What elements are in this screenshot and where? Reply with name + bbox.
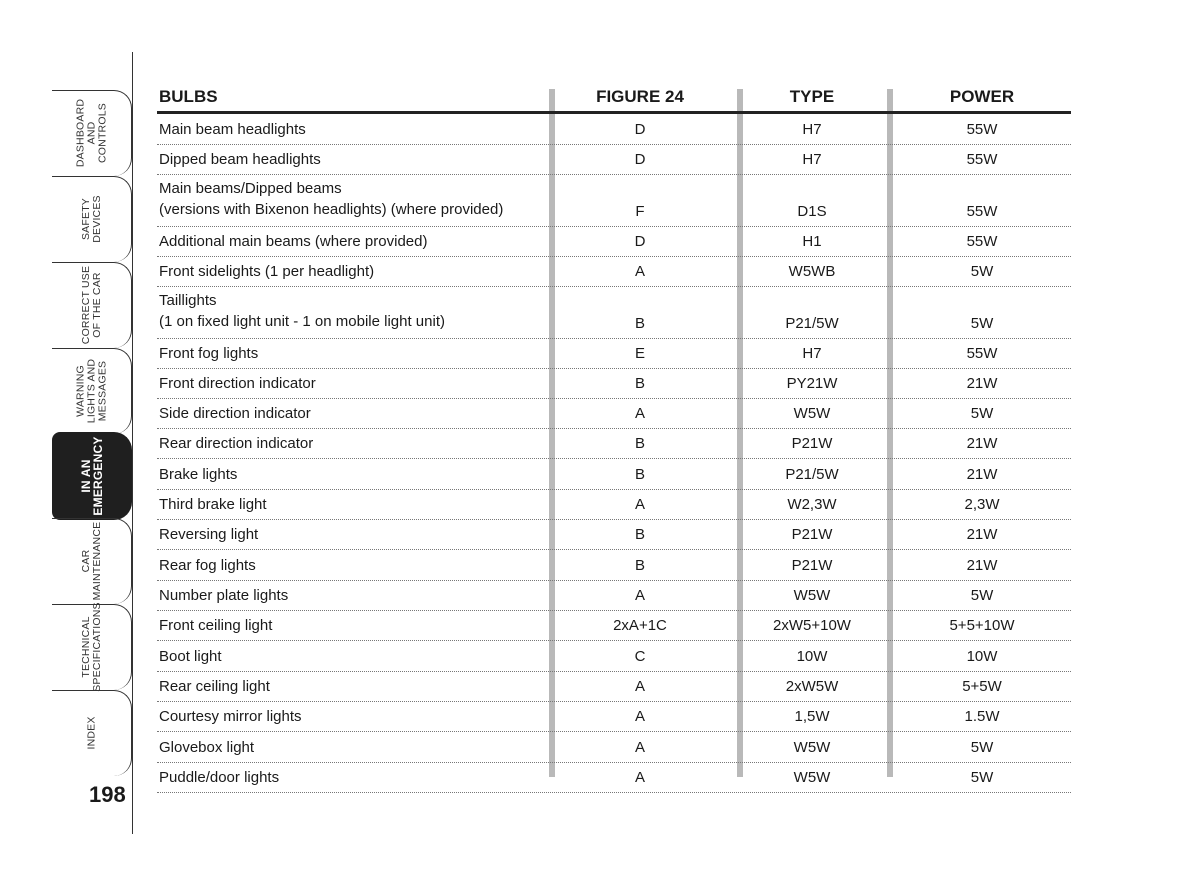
header-type: TYPE xyxy=(789,87,835,106)
page-number: 198 xyxy=(89,782,126,807)
figure-ref: E xyxy=(634,345,645,362)
bulb-name: Main beam headlights xyxy=(159,121,306,138)
bulb-name: Front sidelights (1 per headlight) xyxy=(159,263,375,280)
figure-ref: A xyxy=(634,405,645,422)
tab-safety-devices[interactable] xyxy=(52,176,132,262)
figure-ref: D xyxy=(634,233,646,250)
table-row xyxy=(157,399,1071,429)
bulb-power: 2,3W xyxy=(964,496,1000,513)
bulb-name: Puddle/door lights xyxy=(159,769,280,786)
bulb-type: W5W xyxy=(793,587,831,604)
table-row xyxy=(157,641,1071,672)
bulb-name: Rear direction indicator xyxy=(159,435,314,452)
bulb-type: W5WB xyxy=(788,263,836,280)
figure-ref: B xyxy=(634,557,645,574)
bulb-power: 5+5W xyxy=(962,678,1002,695)
bulb-name: Front direction indicator xyxy=(159,375,316,392)
tab-label: CORRECT USE OF THE CAR xyxy=(80,265,103,345)
table-header xyxy=(157,84,1071,114)
table-row xyxy=(157,145,1071,175)
bulb-type: W5W xyxy=(793,405,831,422)
figure-ref: A xyxy=(634,587,645,604)
tab-label: SAFETY DEVICES xyxy=(80,195,103,243)
bulb-name: Number plate lights xyxy=(159,587,289,604)
bulb-power: 5W xyxy=(970,587,994,604)
bulb-name: Rear ceiling light xyxy=(159,678,270,695)
bulb-type: H7 xyxy=(802,151,822,168)
bulb-type: W5W xyxy=(793,769,831,786)
bulb-power: 5W xyxy=(970,315,994,332)
tab-label: DASHBOARD AND CONTROLS xyxy=(74,98,109,168)
table-row xyxy=(157,287,1071,339)
figure-ref: B xyxy=(634,526,645,543)
table-row xyxy=(157,520,1071,550)
bulb-type: P21/5W xyxy=(785,315,839,332)
bulb-type: D1S xyxy=(797,203,827,220)
bulb-power: 1.5W xyxy=(964,708,1000,725)
section-tab-rail xyxy=(0,0,140,886)
figure-ref: A xyxy=(634,678,645,695)
figure-ref: A xyxy=(634,739,645,756)
table-row xyxy=(157,611,1071,641)
bulb-name: Main beams/Dipped beams (versions with Bixenon headlights) (where provided) xyxy=(159,180,504,218)
bulb-name: Reversing light xyxy=(159,526,259,543)
table-row xyxy=(157,429,1071,459)
figure-ref: B xyxy=(634,466,645,483)
table-row xyxy=(157,459,1071,490)
table-row xyxy=(157,581,1071,611)
tab-correct-use-of-the-car[interactable] xyxy=(52,262,132,348)
figure-ref: C xyxy=(634,648,646,665)
figure-ref: A xyxy=(634,708,645,725)
figure-ref: F xyxy=(635,203,645,220)
bulb-name: Front fog lights xyxy=(159,345,259,362)
bulb-type: W2,3W xyxy=(787,496,837,513)
bulb-name: Side direction indicator xyxy=(159,405,311,422)
bulb-power: 5W xyxy=(970,405,994,422)
bulb-power: 5+5+10W xyxy=(949,617,1015,634)
figure-ref: 2xA+1C xyxy=(613,617,667,634)
tab-label: WARNING LIGHTS AND MESSAGES xyxy=(74,358,109,424)
tab-label: TECHNICAL SPECIFICATIONS xyxy=(80,602,103,692)
figure-ref: A xyxy=(634,769,645,786)
bulb-type: H1 xyxy=(802,233,822,250)
bulb-type: P21W xyxy=(791,526,833,543)
table-row xyxy=(157,114,1071,145)
table-row xyxy=(157,369,1071,399)
bulb-power: 55W xyxy=(966,151,998,168)
bulb-power: 10W xyxy=(966,648,998,665)
bulb-power: 55W xyxy=(966,203,998,220)
bulb-power: 55W xyxy=(966,345,998,362)
bulb-type: H7 xyxy=(802,121,822,138)
bulbs-table xyxy=(157,84,1071,793)
bulb-name: Additional main beams (where provided) xyxy=(159,233,428,250)
bulb-power: 55W xyxy=(966,233,998,250)
tab-index[interactable] xyxy=(52,690,132,776)
bulb-type: 1,5W xyxy=(794,708,830,725)
figure-ref: A xyxy=(634,263,645,280)
table-row xyxy=(157,227,1071,257)
tab-in-an-emergency[interactable] xyxy=(52,432,132,520)
figure-ref: B xyxy=(634,375,645,392)
table-row xyxy=(157,175,1071,227)
bulb-type: P21W xyxy=(791,557,833,574)
bulb-name: Glovebox light xyxy=(159,739,255,756)
figure-ref: B xyxy=(634,435,645,452)
rail-border xyxy=(132,52,133,834)
header-power: POWER xyxy=(949,87,1015,106)
table-row xyxy=(157,702,1071,732)
table-row xyxy=(157,257,1071,287)
bulb-power: 5W xyxy=(970,263,994,280)
bulb-power: 21W xyxy=(966,557,998,574)
bulb-name: Boot light xyxy=(159,648,222,665)
bulb-type: PY21W xyxy=(786,375,838,392)
tab-technical-specifications[interactable] xyxy=(52,604,132,690)
table-row xyxy=(157,763,1071,793)
bulb-name: Third brake light xyxy=(159,496,267,513)
bulb-power: 21W xyxy=(966,375,998,392)
tab-car-maintenance[interactable] xyxy=(52,518,132,604)
bulb-type: W5W xyxy=(793,739,831,756)
bulb-name: Courtesy mirror lights xyxy=(159,708,302,725)
tab-warning-lights-and-messages[interactable] xyxy=(52,348,132,434)
bulb-type: H7 xyxy=(802,345,822,362)
bulb-type: P21/5W xyxy=(785,466,839,483)
header-figure: FIGURE 24 xyxy=(596,87,684,106)
bulb-type: 10W xyxy=(796,648,828,665)
bulb-power: 21W xyxy=(966,435,998,452)
bulb-power: 55W xyxy=(966,121,998,138)
bulb-name: Brake lights xyxy=(159,466,238,483)
tab-label: CAR MAINTENANCE xyxy=(80,521,103,601)
bulb-power: 5W xyxy=(970,769,994,786)
bulb-type: P21W xyxy=(791,435,833,452)
bulb-power: 21W xyxy=(966,466,998,483)
bulb-name: Taillights (1 on fixed light unit - 1 on mobile light unit) xyxy=(159,292,445,330)
figure-ref: A xyxy=(634,496,645,513)
figure-ref: B xyxy=(634,315,645,332)
bulb-type: 2xW5W xyxy=(785,678,839,695)
table-row xyxy=(157,490,1071,520)
tab-dashboard-and-controls[interactable] xyxy=(52,90,132,176)
bulb-name: Rear fog lights xyxy=(159,557,256,574)
figure-ref: D xyxy=(634,121,646,138)
table-row xyxy=(157,672,1071,702)
table-row xyxy=(157,339,1071,369)
bulb-power: 5W xyxy=(970,739,994,756)
figure-ref: D xyxy=(634,151,646,168)
bulb-name: Front ceiling light xyxy=(159,617,273,634)
table-row xyxy=(157,732,1071,763)
header-bulbs: BULBS xyxy=(159,87,218,106)
bulb-name: Dipped beam headlights xyxy=(159,151,321,168)
tab-label: IN AN EMERGENCY xyxy=(79,436,105,516)
tab-label: INDEX xyxy=(85,716,98,750)
bulb-power: 21W xyxy=(966,526,998,543)
bulb-type: 2xW5+10W xyxy=(773,617,851,634)
table-row xyxy=(157,550,1071,581)
